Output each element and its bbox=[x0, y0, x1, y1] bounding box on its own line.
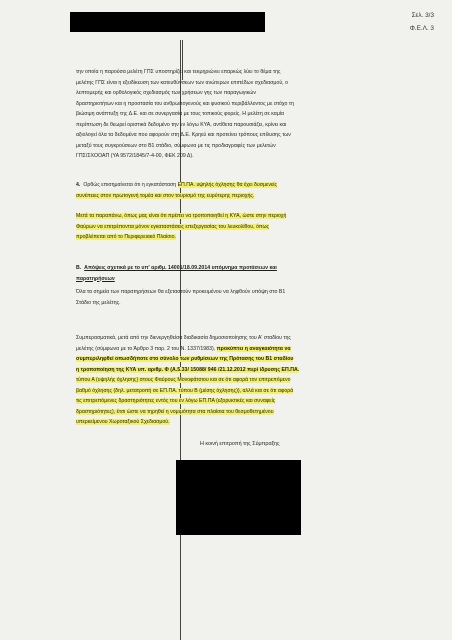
highlighted-text: συμπεριληφθεί οπωσδήποτε στο σύνολο των ρυθμίσεων της Πρότασης του Β1 σταδίου bbox=[76, 356, 294, 362]
page-number bbox=[410, 12, 434, 33]
section-b-label: Β. bbox=[76, 265, 82, 271]
text-line: την οποία η παρούσα μελέτη ΓΠΣ υποστηρίζει και τεκμηριώνει επαρκώς λύει το θέμα της bbox=[76, 69, 281, 75]
text-line bbox=[76, 386, 376, 397]
text-line: αξιολογεί όλα τα δεδομένα που αφορούν στη Δ.Ε. Κρηεύ και προτείνει τρόπους επίλυσης των bbox=[76, 132, 291, 138]
text-line bbox=[76, 417, 376, 428]
text-line: Συμπερασματικά, μετά από την διενεργηθείσα διαδικασία δημοσιοποίησης του Α' σταδίου της bbox=[76, 335, 291, 341]
section-b-title bbox=[76, 263, 376, 274]
text-line: βιώσιμη ανάπτυξη της Δ.Ε. και σε συνεργασία με τους τοπικούς φορείς. Η μελέτη σε καμία bbox=[76, 111, 285, 117]
text-line: λεπτομερής και ορθολογικός σχεδιασμός των χρήσεων γης των παραγωγικών bbox=[76, 90, 256, 96]
section-b bbox=[76, 263, 376, 308]
text-line bbox=[76, 180, 376, 191]
highlighted-text: προβλέπεται από το Περιφερειακό Πλαίσιο. bbox=[76, 234, 176, 240]
point-text: Ορθώς επισημαίνεται ότι η εγκατάσταση bbox=[83, 182, 178, 188]
text-line: Όλα τα σημεία των παρατηρήσεων θα εξεταστούν προκειμένου να ληφθούν υπόψη στο Β1 bbox=[76, 289, 286, 295]
redacted-header-block bbox=[70, 12, 265, 32]
text-line bbox=[76, 222, 376, 233]
highlighted-text: τύπου Α (υψηλής όχλησης) στους Φαύρους Μονοφάτσιου και σε ότι αφορά τον επιτρεπόμενο bbox=[76, 377, 291, 383]
highlighted-text: ΕΠ.ΠΑ. υψηλής όχλησης θα έχει δυσμενείς bbox=[177, 182, 277, 188]
point-four bbox=[76, 180, 376, 201]
page-number-label: Σελ. 3/3 bbox=[411, 12, 434, 19]
highlighted-text: δραστηριότητες), έτσι ώστε να τηρηθεί η νομιμότητα στα πλαίσια του θεσμοθετημένου bbox=[76, 408, 274, 415]
highlighted-text: προκύπτει η αναγκαιότητα να bbox=[216, 345, 291, 352]
paragraph-context bbox=[76, 67, 376, 162]
text-line bbox=[76, 354, 376, 365]
highlighted-text: Μετά τα παραπάνω, όπως μας είναι ότι πρέπει να τροποποιηθεί η ΚΥΑ, ώστε στην περιοχή bbox=[76, 213, 287, 219]
highlighted-text: συνέπειες στον πρωτογενή τομέα και στον τουρισμό της ευρύτερης περιοχής. bbox=[76, 192, 255, 199]
paragraph-conclusion bbox=[76, 333, 376, 428]
page-sheet-label: Φ.Ε.Λ. 3 bbox=[409, 25, 434, 32]
highlighted-text: τις επιτρεπόμενες δραστηριότητες εντός του εν λόγω ΕΠ.ΠΑ (εξορυκτικές και συναφείς bbox=[76, 398, 276, 404]
text-line bbox=[76, 396, 376, 407]
text-span: μελέτης (σύμφωνα με το Άρθρο 3 παρ. 2 του Ν. 1337/1983), bbox=[76, 345, 217, 352]
text-line: ΓΠΣ/ΣΧΟΟΑΠ (ΥΑ 9572/1845/7-4-00, ΦΕΚ 209 Δ). bbox=[76, 153, 194, 159]
text-line: δραστηριοτήτων και η προστασία του ανθρωπογενούς και φυσικού περιβάλλοντος με στόχο τη bbox=[76, 100, 294, 107]
highlighted-text: υπερκείμενου Χωροταξικού Σχεδιασμού. bbox=[76, 419, 170, 425]
highlighted-text: η τροποποίηση της ΚΥΑ υπ. αριθμ. Φ (Α.5.33/ 15088/ 946 /21.12.2012 περί ίδρυσης ΕΠ.ΠΑ. bbox=[76, 366, 300, 373]
text-line bbox=[76, 191, 376, 202]
text-line: μεταξύ τους συγκρούσεων στο Β1 στάδιο, σύμφωνα με τις προδιαγραφές των μελετών bbox=[76, 142, 276, 149]
text-line: μελέτης ΓΠΣ είναι η εξειδίκευση των κατευθύνσεων των ανώτερων επιπέδων σχεδιασμού, ο bbox=[76, 79, 289, 86]
highlighted-text: Φαύρων να επιτρέπονται μόνον εγκαταστάσεις επεξεργασίας του λευκολίθου, όπως bbox=[76, 223, 270, 230]
section-b-title-line2: παρατηρήσεων bbox=[76, 275, 115, 282]
redacted-signature-block bbox=[176, 460, 301, 535]
signature-line: Η κοινή επιτροπή της Σύμπραξης bbox=[200, 441, 280, 447]
text-line bbox=[76, 211, 376, 222]
text-line bbox=[76, 375, 376, 386]
section-b-title-line1: Απόψεις σχετικά με το υπ' αριθμ. 14001/18.09.2014 υπόμνημα προτάσεων και bbox=[84, 265, 277, 271]
paragraph-amendment bbox=[76, 211, 376, 243]
point-number: 4. bbox=[76, 182, 81, 188]
text-line bbox=[76, 232, 376, 243]
text-line: Στάδιο της μελέτης. bbox=[76, 299, 121, 306]
highlighted-text: βαθμό όχλησης (δηλ. μετατροπή σε ΕΠ.ΠΑ. τύπου Β (μέσης όχλησης)), αλλά και σε ότι αφορά bbox=[76, 387, 294, 394]
text-line bbox=[76, 365, 376, 376]
text-line bbox=[76, 344, 376, 355]
text-line bbox=[76, 407, 376, 418]
text-line: περίπτωση δε θεωρεί οριστικά δεδομένο την εν λόγω ΚΥΑ, αντίθετα παρουσιάζει, κρίνει και bbox=[76, 121, 287, 128]
